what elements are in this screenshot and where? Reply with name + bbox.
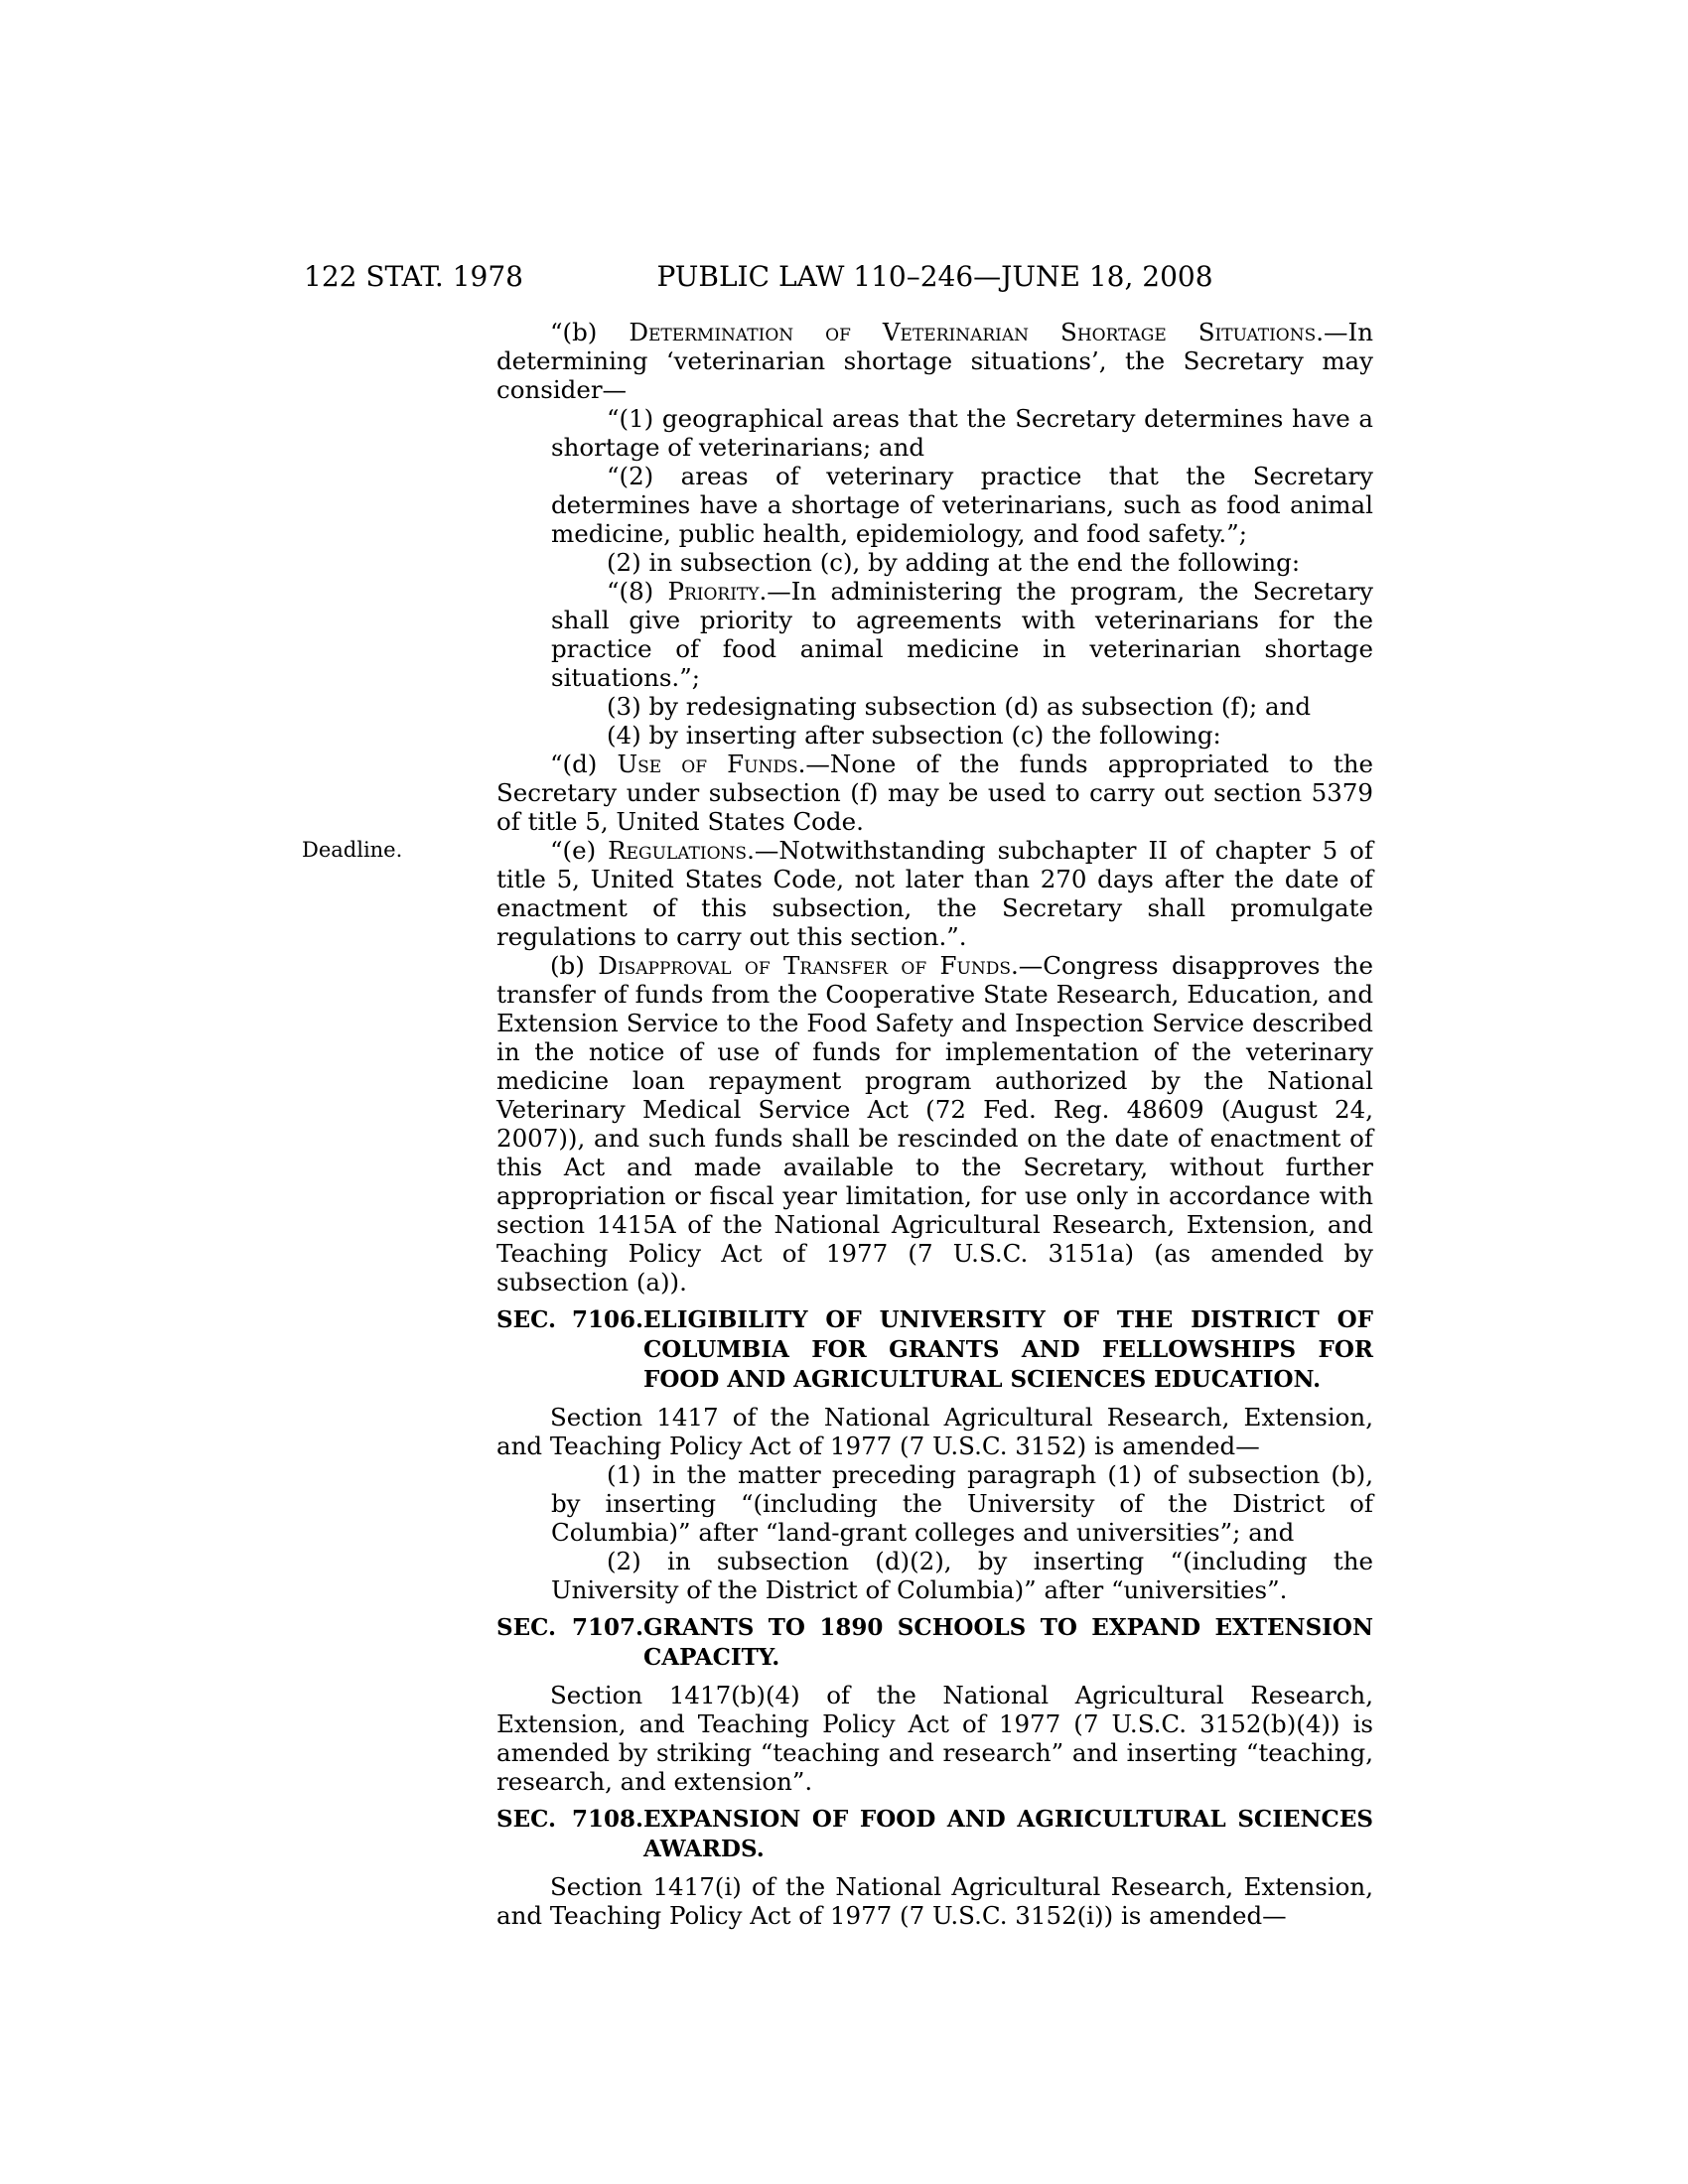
text-run: (1) in the matter preceding paragraph (1) of subsection (b), by inserting “(including the University of the District of Columbia)” after “land-grant colleges and universities”; and	[551, 1460, 1373, 1547]
statute-paragraph	[551, 548, 1373, 577]
text-run: “(e)	[550, 836, 609, 865]
statute-paragraph	[551, 462, 1373, 548]
section-number: SEC. 7107.	[496, 1614, 643, 1641]
small-caps-run: Use of Funds	[617, 750, 798, 778]
small-caps-run: Determination of Veterinarian Shortage Situations	[629, 318, 1317, 346]
text-run: (2) in subsection (c), by adding at the end the following:	[607, 548, 1301, 577]
statute-paragraph	[551, 692, 1373, 721]
page-header	[0, 260, 1688, 296]
statute-paragraph	[551, 404, 1373, 462]
text-run: .—Congress disapproves the transfer of funds from the Cooperative State Research, Education, and Extension Service to the Food Safety and Inspection Service described in the notice of use of funds for implementation of the veterinary medicine loan repayment program authorized by the National Veterinary Medical Service Act (72 Fed. Reg. 48609 (August 24, 2007)), and such funds shall be rescinded on the date of enactment of this Act and made available to the Secretary, without further appropriation or fiscal year limitation, for use only in accordance with section 1415A of the National Agricultural Research, Extension, and Teaching Policy Act of 1977 (7 U.S.C. 3151a) (as amended by subsection (a)).	[496, 951, 1373, 1297]
text-run: (b)	[550, 951, 599, 980]
statute-paragraph	[551, 1460, 1373, 1547]
text-run: “(d)	[550, 750, 618, 778]
text-run: .—In determining ‘veterinarian shortage situations’, the Secretary may consider—	[496, 318, 1373, 404]
statute-text-column	[302, 318, 1373, 1930]
text-run: “(b)	[550, 318, 630, 346]
text-run: (3) by redesignating subsection (d) as subsection (f); and	[607, 692, 1312, 721]
public-law-title: PUBLIC LAW 110–246—JUNE 18, 2008	[656, 260, 1213, 293]
text-run: (4) by inserting after subsection (c) the following:	[607, 721, 1221, 750]
statute-paragraph	[551, 721, 1373, 750]
small-caps-run: Regulations	[608, 836, 748, 865]
text-run: Section 1417 of the National Agricultural Research, Extension, and Teaching Policy Act of 1977 (7 U.S.C. 3152) is amended—	[496, 1403, 1373, 1460]
text-run: “(1) geographical areas that the Secretary determines have a shortage of veterinarians; and	[551, 404, 1373, 462]
statute-paragraph	[496, 1403, 1373, 1460]
statute-paragraph	[302, 836, 1373, 951]
statute-paragraph	[496, 750, 1373, 836]
statute-paragraph	[496, 1681, 1373, 1796]
text-run: Section 1417(i) of the National Agricultural Research, Extension, and Teaching Policy Act of 1977 (7 U.S.C. 3152(i)) is amended—	[496, 1872, 1373, 1930]
text-run: .—None of the funds appropriated to the Secretary under subsection (f) may be used to carry out section 5379 of title 5, United States Code.	[496, 750, 1373, 836]
margin-note-deadline: Deadline.	[302, 838, 403, 862]
section-number: SEC. 7106.	[496, 1306, 643, 1333]
section-title: EXPANSION OF FOOD AND AGRICULTURAL SCIENCES AWARDS.	[643, 1806, 1373, 1862]
statute-paragraph	[551, 1547, 1373, 1604]
statute-paragraph	[496, 1872, 1373, 1930]
section-heading	[496, 1305, 1373, 1395]
text-run: .—Notwithstanding subchapter II of chapter 5 of title 5, United States Code, not later than 270 days after the date of enactment of this subsection, the Secretary shall promulgate regulations to carry out this section.”.	[496, 836, 1373, 951]
text-run: “(2) areas of veterinary practice that the Secretary determines have a shortage of veterinarians, such as food animal medicine, public health, epidemiology, and food safety.”;	[551, 462, 1373, 548]
statute-paragraph	[551, 577, 1373, 692]
text-run: Section 1417(b)(4) of the National Agricultural Research, Extension, and Teaching Policy Act of 1977 (7 U.S.C. 3152(b)(4)) is amended by striking “teaching and research” and inserting “teaching, research, and extension”.	[496, 1681, 1373, 1796]
section-title: ELIGIBILITY OF UNIVERSITY OF THE DISTRICT OF COLUMBIA FOR GRANTS AND FELLOWSHIPS FOR FOOD AND AGRICULTURAL SCIENCES EDUCATION.	[643, 1306, 1373, 1393]
stat-page-number: 122 STAT. 1978	[304, 260, 523, 293]
statute-paragraph	[496, 951, 1373, 1297]
section-heading	[496, 1805, 1373, 1864]
statute-paragraph	[496, 318, 1373, 404]
section-number: SEC. 7108.	[496, 1806, 643, 1833]
text-run: (2) in subsection (d)(2), by inserting “(including the University of the District of Columbia)” after “universities”.	[551, 1547, 1373, 1604]
section-heading	[496, 1613, 1373, 1673]
section-title: GRANTS TO 1890 SCHOOLS TO EXPAND EXTENSION CAPACITY.	[643, 1614, 1373, 1671]
small-caps-run: Priority	[667, 577, 760, 606]
text-run: “(8)	[607, 577, 668, 606]
text-run: .—In administering the program, the Secretary shall give priority to agreements with veterinarians for the practice of food animal medicine in veterinarian shortage situations.”;	[551, 577, 1373, 692]
small-caps-run: Disapproval of Transfer of Funds	[598, 951, 1012, 980]
